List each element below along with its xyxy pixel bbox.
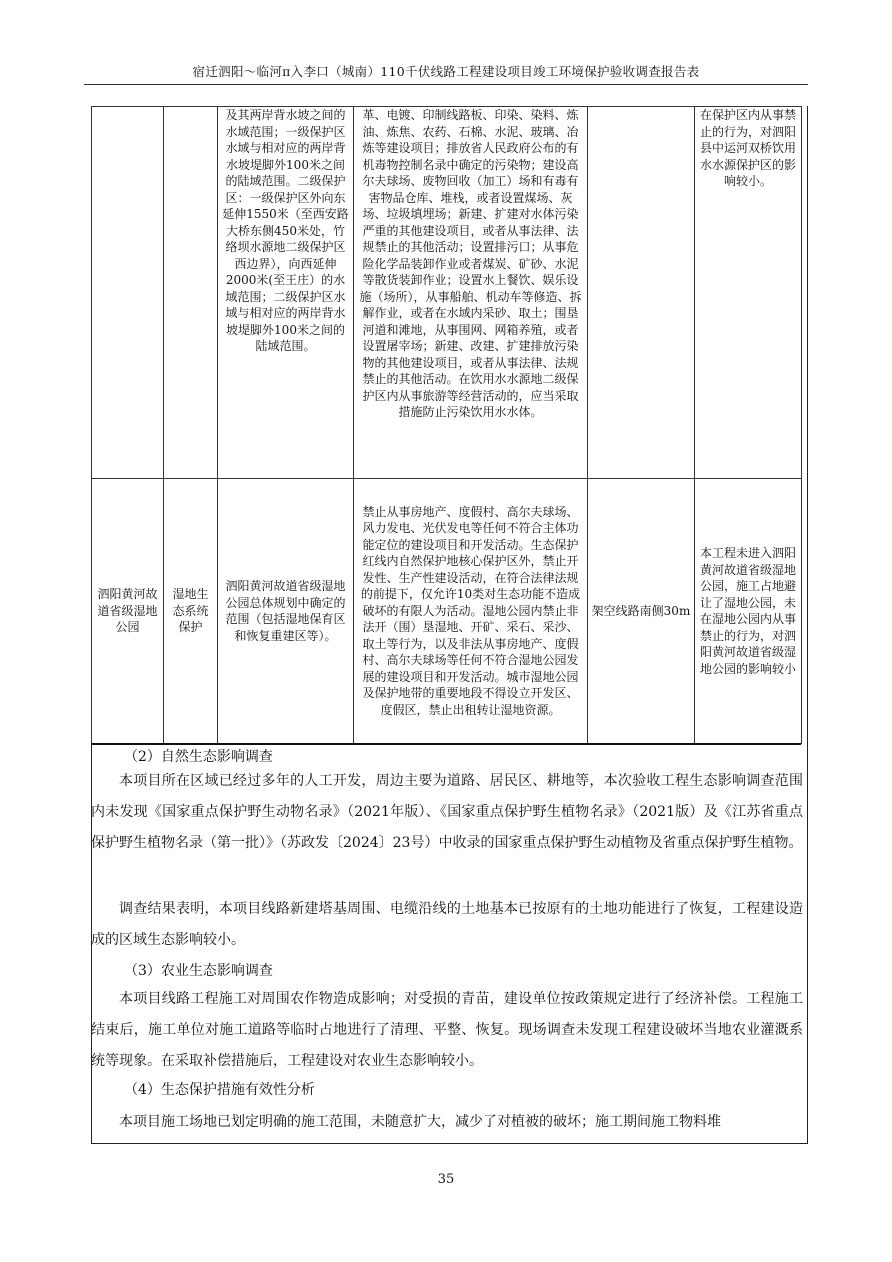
table-cell-function: 湿地生态系统保护 xyxy=(164,479,218,744)
table-cell-target: 泗阳黄河故道省级湿地公园 xyxy=(92,479,164,744)
page-header: 宿迁泗阳～临河π入李口（城南）110千伏线路工程建设项目竣工环境保护验收调查报告表 xyxy=(192,64,700,79)
table-row xyxy=(92,479,802,744)
paragraph: 本项目线路工程施工对周围农作物造成影响；对受损的青苗，建设单位按政策规定进行了经济补偿。工程施工结束后，施工单位对施工道路等临时占地进行了清理、平整、恢复。现场调查未发现工程建设破坏当地农业灌溉系统等现象。在采取补偿措施后，工程建设对农业生态影响较小。 xyxy=(91,991,803,1069)
section-heading: （2）自然生态影响调查 xyxy=(124,749,273,765)
section-heading: （3）农业生态影响调查 xyxy=(124,963,273,979)
table-cell-distance xyxy=(588,107,695,479)
protection-table xyxy=(91,106,802,744)
section-heading: （4）生态保护措施有效性分析 xyxy=(124,1082,315,1098)
table-cell-control: 禁止从事房地产、度假村、高尔夫球场、风力发电、光伏发电等任何不符合主体功能定位的建设项目和开发活动。生态保护红线内自然保护地核心保护区外，禁止开发性、生产性建设活动，在符合法律法规的前提下，仅允许10类对生态功能不造成破坏的有限人为活动。湿地公园内禁止非法开（围）垦湿地、开矿、采石、采沙、取土等行为，以及非法从事房地产、度假村、高尔夫球场等任何不符合湿地公园发展的建设项目和开发活动。城市湿地公园及保护地带的重要地段不得设立开发区、度假区，禁止出租转让湿地资源。 xyxy=(354,479,588,744)
table-cell-scope: 泗阳黄河故道省级湿地公园总体规划中确定的范围（包括湿地保育区和恢复重建区等）。 xyxy=(218,479,354,744)
paragraph: 本项目所在区域已经过多年的人工开发，周边主要为道路、居民区、耕地等，本次验收工程生态影响调查范围内未发现《国家重点保护野生动物名录》（2021年版）、《国家重点保护野生植物名录》（2021版）及《江苏省重点保护野生植物名录（第一批）》（苏政发〔2024〕23号）中收录的国家重点保护野生动植物及省重点保护野生植物。 xyxy=(91,773,803,851)
table-cell-scope: 及其两岸背水坡之间的水域范围；一级保护区水域与相对应的两岸背水坡堤脚外100米之间的陆域范围。二级保护区：一级保护区外向东延伸1550米（至西安路大桥东侧450米处，竹络坝水源地二级保护区西边界），向西延伸2000米(至王庄）的水域范围；二级保护区水域与相对应的两岸背水坡堤脚外100米之间的陆域范围。 xyxy=(218,107,354,479)
paragraph: 本项目施工场地已划定明确的施工范围，未随意扩大，减少了对植被的破坏；施工期间施工物料堆 xyxy=(119,1114,721,1130)
table-cell-impact: 在保护区内从事禁止的行为，对泗阳县中运河双桥饮用水水源保护区的影响较小。 xyxy=(695,107,802,479)
table-cell-distance: 架空线路南侧30m xyxy=(588,479,695,744)
table-cell-control: 革、电镀、印制线路板、印染、染料、炼油、炼焦、农药、石棉、水泥、玻璃、冶炼等建设项目；排放省人民政府公布的有机毒物控制名录中确定的污染物；建设高尔夫球场、废物回收（加工）场和有毒有害物品仓库、堆栈，或者设置煤场、灰场、垃圾填埋场；新建、扩建对水体污染严重的其他建设项目，或者从事法律、法规禁止的其他活动；设置排污口；从事危险化学品装卸作业或者煤炭、矿砂、水泥等散货装卸作业；设置水上餐饮、娱乐设施（场所），从事船舶、机动车等修造、拆解作业，或者在水域内采砂、取土；围垦河道和滩地，从事围网、网箱养殖，或者设置屠宰场；新建、改建、扩建排放污染物的其他建设项目，或者从事法律、法规禁止的其他活动。在饮用水水源地二级保护区内从事旅游等经营活动的，应当采取措施防止污染饮用水水体。 xyxy=(354,107,588,479)
table-bottom-rule xyxy=(91,743,801,745)
header-divider xyxy=(84,84,808,85)
table-cell-target xyxy=(92,107,164,479)
table-cell-impact: 本工程未进入泗阳黄河故道省级湿地公园，施工占地避让了湿地公园，未在湿地公园内从事禁止的行为，对泗阳黄河故道省级湿地公园的影响较小 xyxy=(695,479,802,744)
table-cell-function xyxy=(164,107,218,479)
table-row xyxy=(92,107,802,479)
paragraph: 调查结果表明，本项目线路新建塔基周围、电缆沿线的土地基本已按原有的土地功能进行了恢复，工程建设造成的区域生态影响较小。 xyxy=(91,901,803,948)
page-number: 35 xyxy=(437,1172,455,1187)
